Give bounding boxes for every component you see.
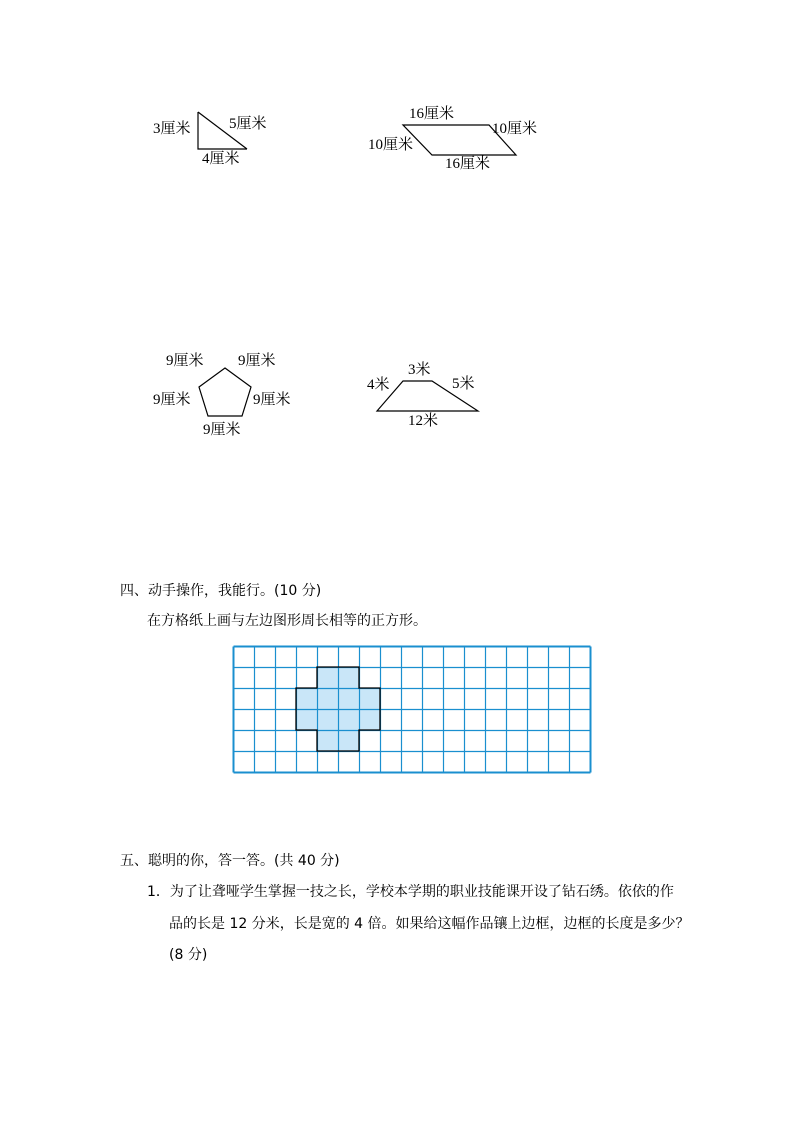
pentagon-left-label: 9厘米 xyxy=(153,392,191,408)
triangle-left-label: 3厘米 xyxy=(153,121,191,137)
question1-line1: 1．为了让聋哑学生掌握一技之长，学校本学期的职业技能课开设了钻石绣。依依的作 xyxy=(147,884,674,900)
trapezoid-shape xyxy=(0,0,794,500)
pentagon-top-right-label: 9厘米 xyxy=(238,353,276,369)
trapezoid-top-label: 3米 xyxy=(408,362,431,378)
pentagon-top-left-label: 9厘米 xyxy=(166,353,204,369)
grid-paper[interactable] xyxy=(233,646,591,774)
parallelogram-left-label: 10厘米 xyxy=(368,137,414,153)
parallelogram-top-label: 16厘米 xyxy=(409,106,455,122)
section4-heading: 四、动手操作，我能行。(10 分) xyxy=(120,583,322,599)
parallelogram-bottom-label: 16厘米 xyxy=(445,156,491,172)
triangle-hyp-label: 5厘米 xyxy=(229,116,267,132)
triangle-bottom-label: 4厘米 xyxy=(202,151,240,167)
question1-score: (8 分) xyxy=(169,947,208,963)
grid-lines xyxy=(234,647,591,773)
question1-line2: 品的长是 12 分米，长是宽的 4 倍。如果给这幅作品镶上边框，边框的长度是多少？ xyxy=(169,916,690,932)
trapezoid-right-label: 5米 xyxy=(452,376,475,392)
pentagon-bottom-label: 9厘米 xyxy=(203,422,241,438)
trapezoid-left-label: 4米 xyxy=(367,377,390,393)
section4-instruction: 在方格纸上画与左边图形周长相等的正方形。 xyxy=(147,613,427,629)
parallelogram-right-label: 10厘米 xyxy=(492,121,538,137)
section5-heading: 五、聪明的你，答一答。(共 40 分) xyxy=(120,853,340,869)
trapezoid-bottom-label: 12米 xyxy=(408,413,439,429)
pentagon-right-label: 9厘米 xyxy=(253,392,291,408)
